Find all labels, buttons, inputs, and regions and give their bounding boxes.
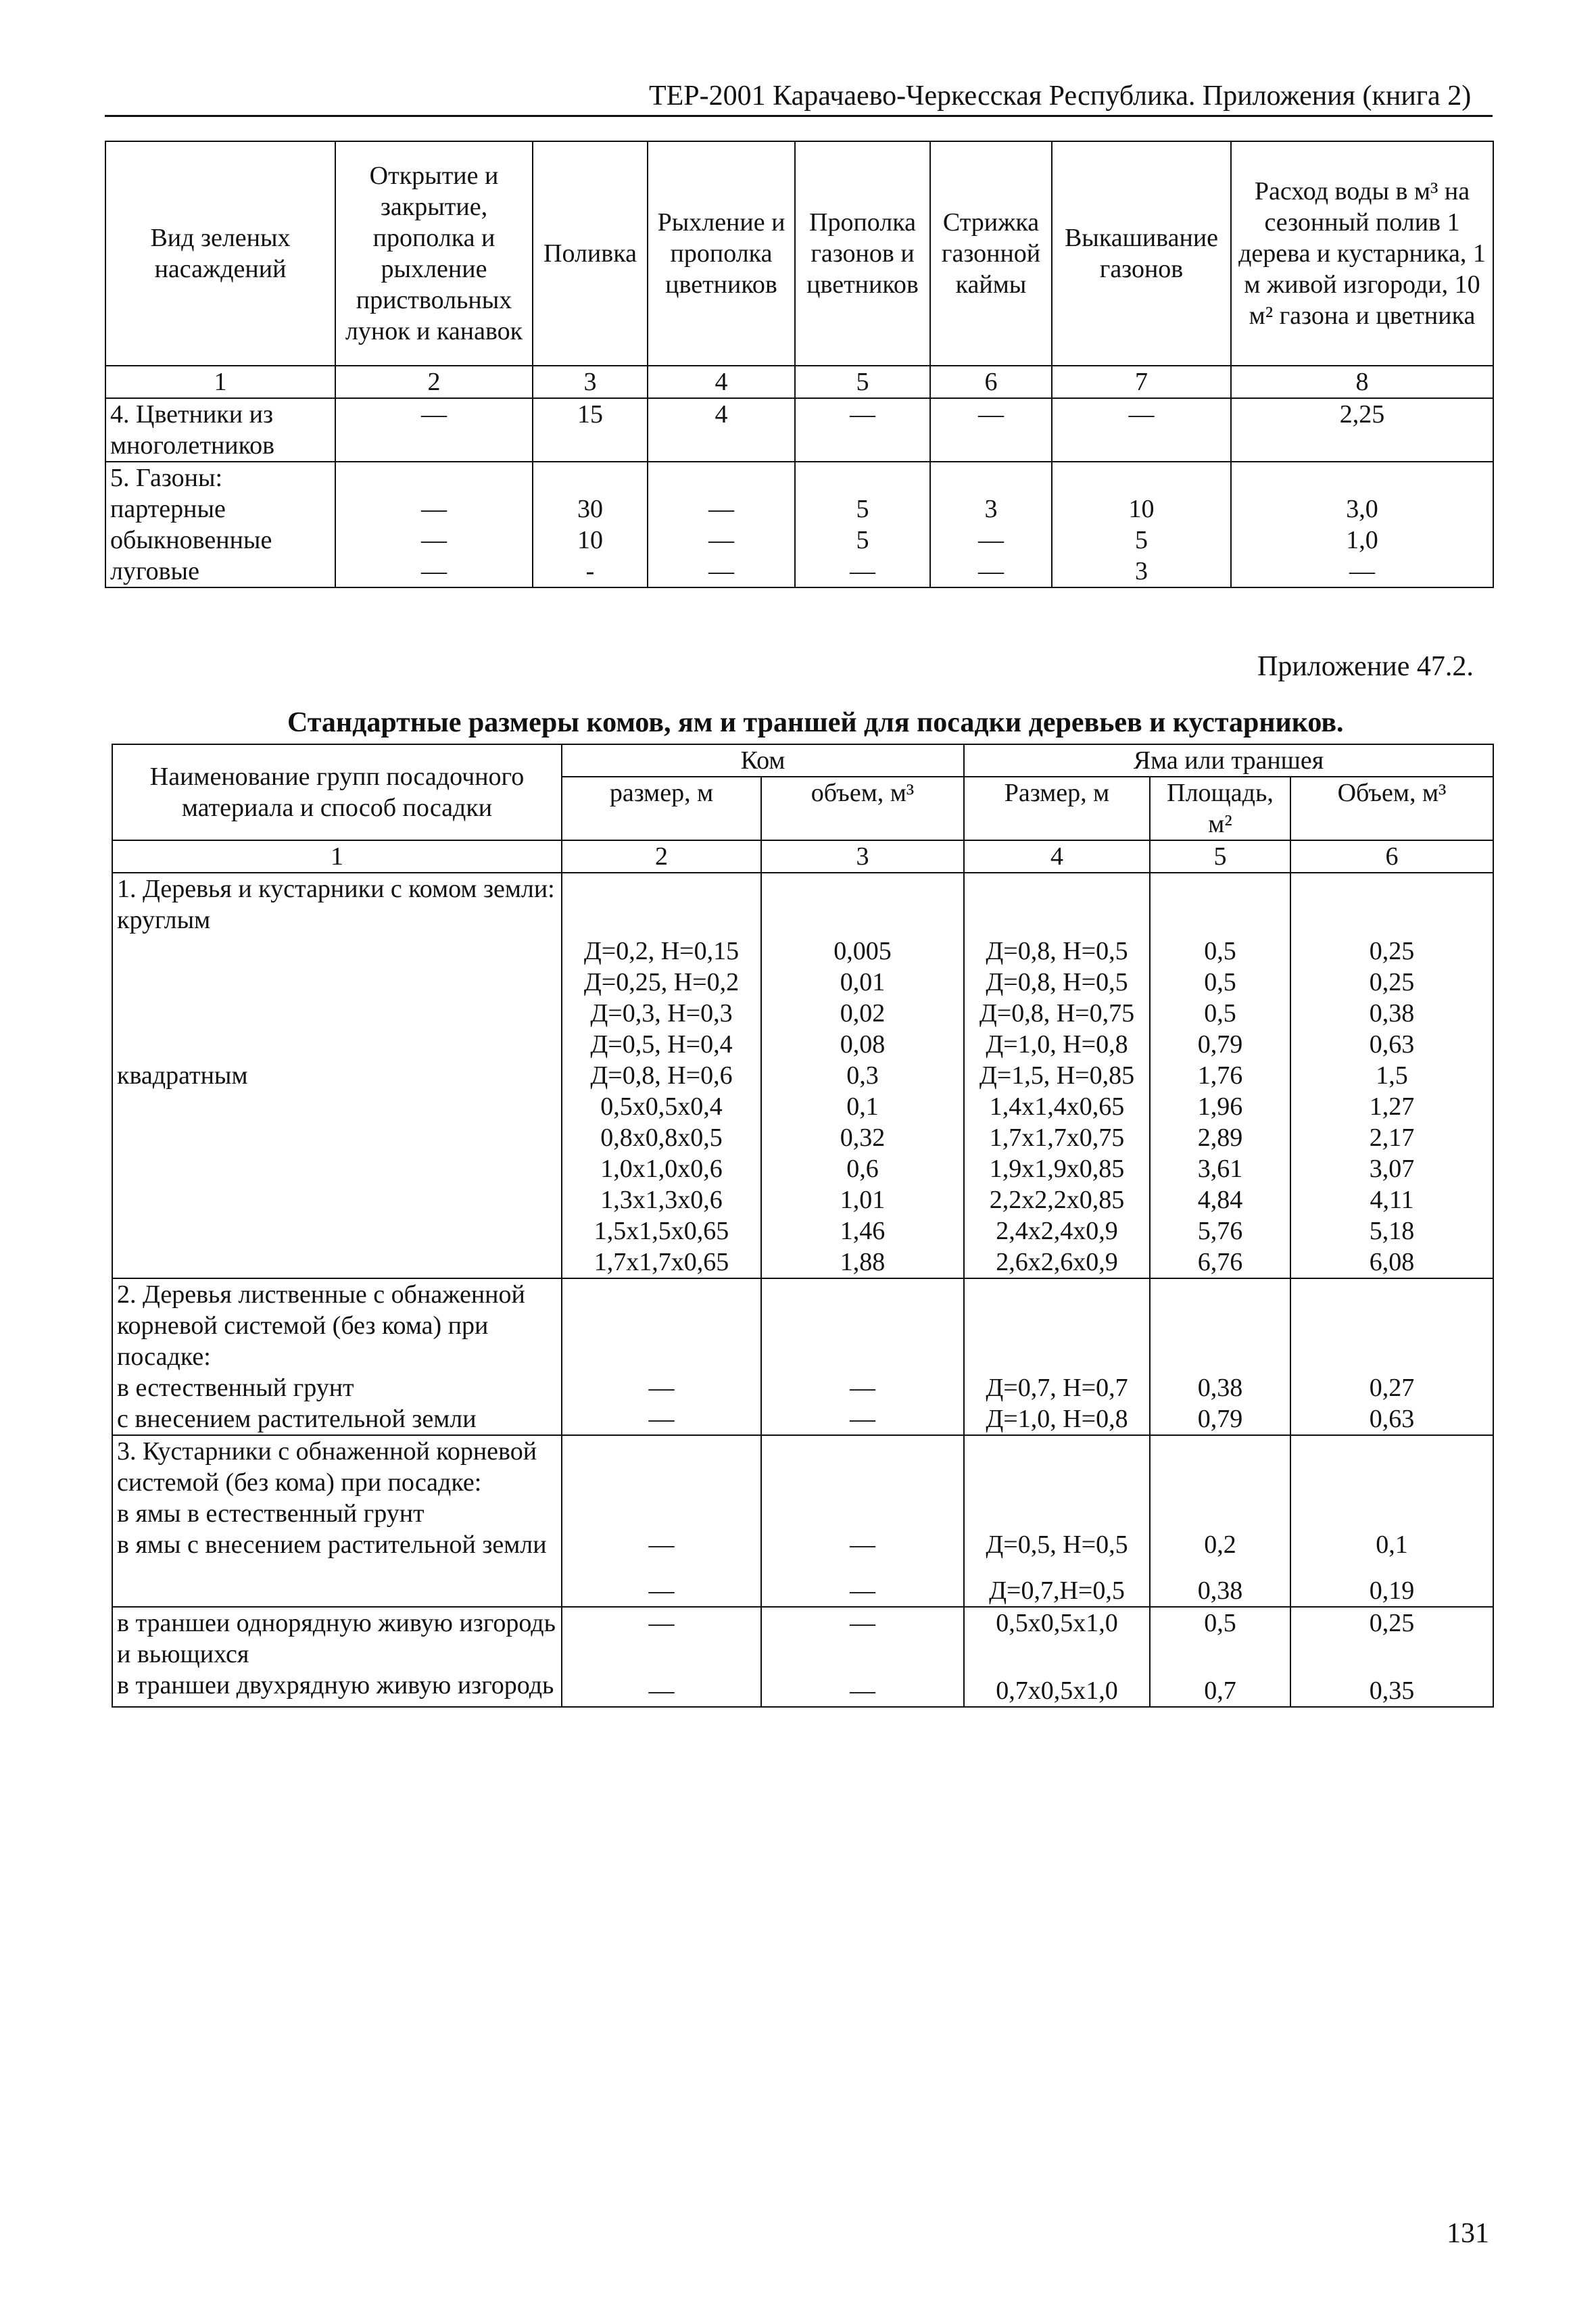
row-label: в ямы с внесением растительной земли (117, 1530, 547, 1559)
row-label: в траншеи двухрядную живую изгородь (117, 1671, 554, 1699)
round-label: круглым (117, 906, 211, 934)
t2-header-yama: Яма или траншея (964, 744, 1493, 777)
table-row (112, 1607, 1493, 1707)
cell-stack: 0,5 0,7 (1150, 1607, 1290, 1707)
table-row (105, 462, 1493, 587)
cell-stack: Д=0,8, Н=0,5 Д=0,8, Н=0,5 Д=0,8, Н=0,75 Д=1,0, Н=0,8 Д=1,5, Н=0,85 1,4х1,4х0,65 1,7х1,7х0,75 1,9х1,9х0,85 2,2х2,2х0,85 2,4х2,4х0,9 2,6х2,6х0,9 (964, 873, 1150, 1278)
cell-stack: — — — (335, 462, 533, 587)
root-ball-sizes-table (112, 744, 1494, 1708)
square-label: квадратным (117, 1061, 248, 1090)
t1-col-num: 8 (1231, 366, 1493, 398)
t1-header-4: Рыхление и прополка цветников (648, 141, 795, 366)
table2-title: Стандартные размеры комов, ям и траншей для посадки деревьев и кустарников. (287, 707, 1344, 738)
row-label: в траншеи однорядную живую изгородь и вьющихся (117, 1609, 556, 1668)
cell-stack: 0,5х0,5х1,0 0,7х0,5х1,0 (964, 1607, 1150, 1707)
appendix-label: Приложение 47.2. (1257, 651, 1474, 682)
t1-header-1: Вид зеленых насаждений (105, 141, 335, 366)
t1-col-numbers (105, 366, 1493, 398)
t2-header-group: Наименование групп посадочного материала и способ посадки (112, 744, 562, 840)
cell-stack: 10 5 3 (1052, 462, 1231, 587)
cell-stack: 0,5 0,5 0,5 0,79 1,76 1,96 2,89 3,61 4,84 5,76 6,76 (1150, 873, 1290, 1278)
t2-col-num: 2 (562, 840, 761, 873)
row-label: в естественный грунт (117, 1374, 354, 1402)
cell-stack: 0,005 0,01 0,02 0,08 0,3 0,1 0,32 0,6 1,01 1,46 1,88 (761, 873, 964, 1278)
t1-col-num: 7 (1052, 366, 1231, 398)
cell-stack: 5 5 — (795, 462, 930, 587)
t2-col-num: 4 (964, 840, 1150, 873)
t2-col-num: 1 (112, 840, 562, 873)
cell-stack: 0,27 0,63 (1290, 1278, 1493, 1435)
cell-stack: Д=0,2, Н=0,15 Д=0,25, Н=0,2 Д=0,3, Н=0,3 Д=0,5, Н=0,4 Д=0,8, Н=0,6 0,5х0,5х0,4 0,8х0,8х0,5 1,0х1,0х0,6 1,3х1,3х0,6 1,5х1,5х0,65 1,7х1,7х0,65 (562, 873, 761, 1278)
cell-stack: Д=0,5, Н=0,5 Д=0,7,Н=0,5 (964, 1435, 1150, 1607)
page-header: ТЕР-2001 Карачаево-Черкесская Республика. Приложения (книга 2) (649, 80, 1472, 112)
row-label: с внесением растительной земли (117, 1405, 477, 1433)
t1-col-num: 4 (648, 366, 795, 398)
cell-stack: 0,1 0,19 (1290, 1435, 1493, 1607)
cell-stack: — — (761, 1278, 964, 1435)
cell-stack: 3,0 1,0 — (1231, 462, 1493, 587)
section3-labels (112, 1435, 562, 1607)
row-label (105, 462, 335, 587)
section1-labels (112, 873, 562, 1278)
cell: 4 (648, 398, 795, 462)
t1-header-2: Открытие и закрытие, прополка и рыхление приствольных лунок и канавок (335, 141, 533, 366)
t1-col-num: 6 (930, 366, 1052, 398)
cell-stack: 0,38 0,79 (1150, 1278, 1290, 1435)
t1-col-num: 5 (795, 366, 930, 398)
cell-stack: 0,25 0,25 0,38 0,63 1,5 1,27 2,17 3,07 4,11 5,18 6,08 (1290, 873, 1493, 1278)
watering-norms-table (105, 141, 1494, 588)
table-row (112, 873, 1493, 1278)
section2-labels (112, 1278, 562, 1435)
t2-col-num: 3 (761, 840, 964, 873)
t1-header-3: Поливка (533, 141, 648, 366)
cell-stack: — — (562, 1607, 761, 1707)
section1-title: 1. Деревья и кустарники с комом земли: (117, 875, 555, 903)
section4-labels (112, 1607, 562, 1707)
cell-stack: — — (761, 1435, 964, 1607)
t1-col-num: 1 (105, 366, 335, 398)
table-row (112, 1278, 1493, 1435)
cell-stack: — — (562, 1278, 761, 1435)
t2-sub-header: Размер, м (964, 777, 1150, 840)
row-label: в ямы в естественный грунт (117, 1499, 425, 1528)
cell: 2,25 (1231, 398, 1493, 462)
cell: 15 (533, 398, 648, 462)
cell-stack: 0,25 0,35 (1290, 1607, 1493, 1707)
t2-sub-header: Объем, м³ (1290, 777, 1493, 840)
row-label-meadow: луговые (110, 557, 199, 585)
t1-header-6: Стрижка газонной каймы (930, 141, 1052, 366)
t2-col-num: 5 (1150, 840, 1290, 873)
t2-sub-header: объем, м³ (761, 777, 964, 840)
cell-stack: 0,2 0,38 (1150, 1435, 1290, 1607)
t1-header-5: Прополка газонов и цветников (795, 141, 930, 366)
row-label: 4. Цветники из многолетников (105, 398, 335, 462)
cell: — (795, 398, 930, 462)
t2-col-numbers (112, 840, 1493, 873)
section3-title: 3. Кустарники с обнаженной корневой системой (без кома) при посадке: (117, 1437, 537, 1497)
cell: — (335, 398, 533, 462)
cell-stack: — — — (648, 462, 795, 587)
cell: — (930, 398, 1052, 462)
row-label-ordinary: обыкновенные (110, 526, 272, 554)
header-rule (105, 115, 1493, 117)
t1-header-8: Расход воды в м³ на сезонный полив 1 дерева и кустарника, 1 м живой изгороди, 10 м² газона и цветника (1231, 141, 1493, 366)
cell: — (1052, 398, 1231, 462)
section2-title: 2. Деревья лиственные с обнаженной корневой системой (без кома) при посадке: (117, 1280, 525, 1371)
cell-stack: Д=0,7, Н=0,7 Д=1,0, Н=0,8 (964, 1278, 1150, 1435)
table-row (112, 1435, 1493, 1607)
page-number: 131 (1447, 2218, 1489, 2249)
t2-header-kom: Ком (562, 744, 964, 777)
t2-col-num: 6 (1290, 840, 1493, 873)
cell-stack: 3 — — (930, 462, 1052, 587)
cell-stack: — — (761, 1607, 964, 1707)
t2-sub-header: размер, м (562, 777, 761, 840)
t1-col-num: 2 (335, 366, 533, 398)
t1-col-num: 3 (533, 366, 648, 398)
t1-header-7: Выкашивание газонов (1052, 141, 1231, 366)
row-label-parterre: партерные (110, 495, 226, 523)
t2-sub-header: Площадь, м² (1150, 777, 1290, 840)
cell-stack: — — (562, 1435, 761, 1607)
cell-stack: 30 10 - (533, 462, 648, 587)
table-row (105, 398, 1493, 462)
group-label: 5. Газоны: (110, 464, 223, 492)
